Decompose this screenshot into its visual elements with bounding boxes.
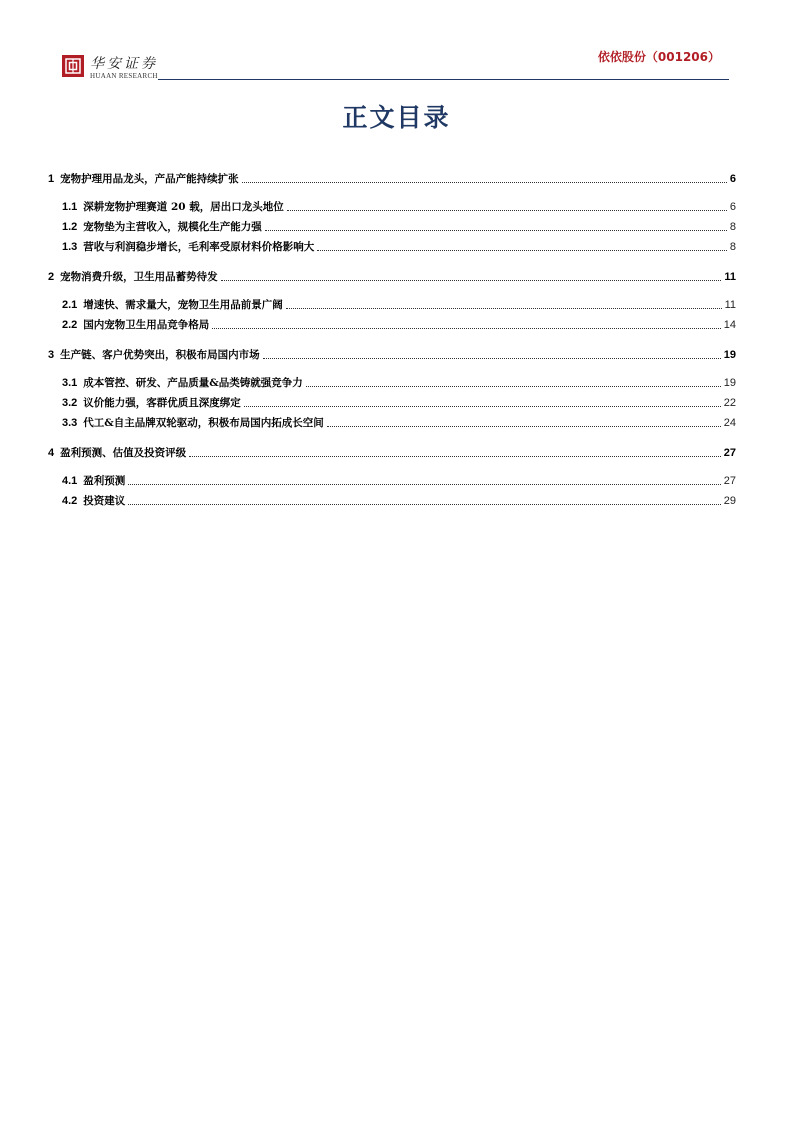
toc-number: 4.1 [62,475,78,487]
toc-leader [244,406,721,407]
company-logo-icon [62,55,84,77]
toc-text: 代工&自主品牌双轮驱动，积极布局国内拓成长空间 [83,417,324,429]
toc-page: 22 [723,397,736,409]
toc-leader [212,328,720,329]
toc-text: 营收与利润稳步增长，毛利率受原材料价格影响大 [83,241,315,253]
toc-entry-3-3[interactable] [48,414,736,430]
toc-page: 11 [724,299,736,311]
toc-text: 盈利预测 [83,475,126,487]
toc-text: 生产链、客户优势突出，积极布局国内市场 [60,349,260,361]
toc-text: 宠物垫为主营收入，规模化生产能力强 [83,221,262,233]
toc-entry-1[interactable] [48,170,736,186]
toc-number: 4.2 [62,495,78,507]
toc-leader [327,426,721,427]
toc-page: 14 [723,319,736,331]
toc-page: 19 [723,349,736,361]
toc-number: 3.1 [62,377,78,389]
toc-leader [128,504,720,505]
toc-leader [306,386,721,387]
toc-page: 6 [729,173,736,185]
logo-english-name: HUAAN RESEARCH [90,72,158,80]
toc-entry-3[interactable] [48,346,736,362]
toc-entry-4-2[interactable] [48,492,736,508]
toc-entry-1-3[interactable] [48,238,736,254]
toc-number: 1 [48,173,55,185]
toc-number: 2.1 [62,299,78,311]
toc-entry-1-2[interactable] [48,218,736,234]
toc-number: 4 [48,447,55,459]
toc-page: 29 [723,495,736,507]
toc-text: 投资建议 [83,495,126,507]
toc-number: 2 [48,271,55,283]
toc-text: 盈利预测、估值及投资评级 [60,447,187,459]
toc-leader [242,182,727,183]
toc-text: 增速快、需求量大，宠物卫生用品前景广阔 [83,299,283,311]
toc-page: 27 [723,447,736,459]
toc-number: 1.2 [62,221,78,233]
toc-number: 2.2 [62,319,78,331]
toc-leader [189,456,721,457]
toc-page: 6 [729,201,736,213]
toc-leader [265,230,727,231]
toc-entry-2-1[interactable] [48,296,736,312]
company-stock-title: 依依股份（001206） [597,50,720,64]
toc-entry-2-2[interactable] [48,316,736,332]
toc-entry-4[interactable] [48,444,736,460]
toc-page: 8 [729,221,736,233]
toc-leader [317,250,727,251]
toc-text: 议价能力强，客群优质且深度绑定 [83,397,241,409]
toc-number: 1.3 [62,241,78,253]
toc-page: 27 [723,475,736,487]
toc-entry-2[interactable] [48,268,736,284]
toc-entry-3-1[interactable] [48,374,736,390]
toc-entry-3-2[interactable] [48,394,736,410]
header-divider [158,79,729,80]
toc-page: 11 [724,271,736,283]
toc-entry-4-1[interactable] [48,472,736,488]
toc-number: 3 [48,349,55,361]
toc-leader [287,210,727,211]
toc-number: 1.1 [62,201,78,213]
toc-leader [286,308,722,309]
toc-page: 19 [723,377,736,389]
toc-text: 宠物消费升级，卫生用品蓄势待发 [60,271,218,283]
toc-page: 8 [729,241,736,253]
toc-leader [128,484,720,485]
toc-leader [263,358,721,359]
toc-entry-1-1[interactable] [48,198,736,214]
toc-text: 成本管控、研发、产品质量&品类铸就强竞争力 [83,377,303,389]
toc-number: 3.3 [62,417,78,429]
logo-chinese-name: 华安证券 [90,56,158,72]
page-title: 正文目录 [342,103,451,132]
toc-text: 深耕宠物护理赛道 20 载，居出口龙头地位 [83,201,284,213]
toc-text: 宠物护理用品龙头，产品产能持续扩张 [60,173,239,185]
toc-page: 24 [723,417,736,429]
toc-number: 3.2 [62,397,78,409]
toc-leader [221,280,722,281]
toc-text: 国内宠物卫生用品竞争格局 [83,319,210,331]
